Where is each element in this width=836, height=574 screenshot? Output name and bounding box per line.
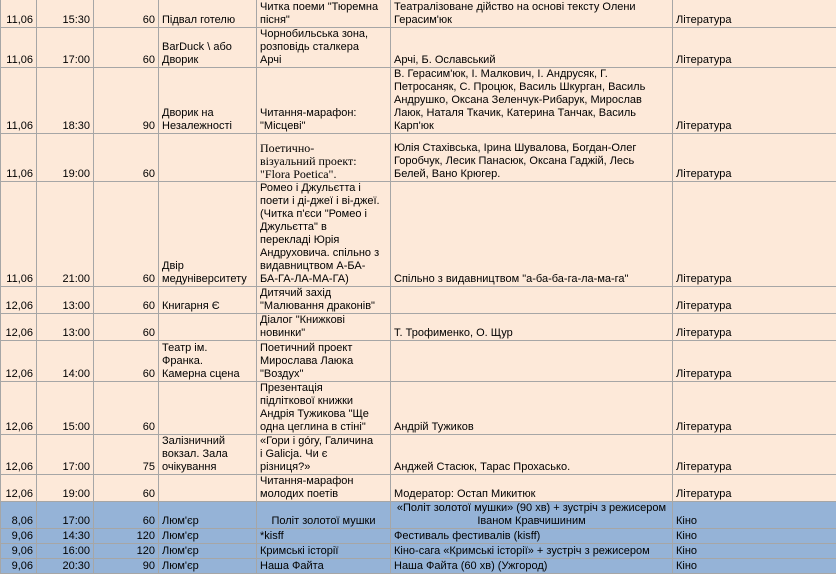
duration-cell[interactable]: 60 (94, 341, 159, 382)
time-cell[interactable]: 19:00 (37, 475, 94, 502)
category-cell[interactable]: Кіно (673, 544, 836, 559)
time-cell[interactable]: 13:00 (37, 314, 94, 341)
venue-cell[interactable] (159, 134, 257, 182)
category-cell[interactable]: Література (673, 182, 836, 287)
schedule-body (1, 0, 836, 574)
time-cell[interactable]: 21:00 (37, 182, 94, 287)
event-title-cell[interactable]: Ромео і Джульєтта і поети і ді-джеї і ві-джеї. (Читка п'єси "Ромео і Джульєтта" в перекладі Юрія Андруховича. спільно з видавництвом А-БА- БА-ГА-ЛА-МА-ГА) (257, 182, 391, 287)
date-cell[interactable]: 8,06 (1, 502, 37, 529)
table-row (1, 314, 836, 341)
event-title-cell[interactable]: Кримські історії (257, 544, 391, 559)
event-title-cell[interactable]: Дитячий захід "Малювання драконів" (257, 287, 391, 314)
venue-cell[interactable]: Люм'єр (159, 544, 257, 559)
date-cell[interactable]: 12,06 (1, 341, 37, 382)
participants-cell[interactable]: Модератор: Остап Микитюк (391, 475, 673, 502)
participants-cell[interactable]: Анджей Стасюк, Тарас Прохасько. (391, 435, 673, 475)
time-cell[interactable]: 17:00 (37, 435, 94, 475)
duration-cell[interactable]: 90 (94, 559, 159, 574)
participants-cell[interactable]: В. Герасим'юк, І. Малкович, І. Андрусяк, Г. Петросаняк, С. Процюк, Василь Шкурган, Василь Андрушко, Оксана Зеленчук-Рибарук, Мирослав Лаюк, Наталя Ткачик, Катерина Танчак, Василь Карп'юк (391, 68, 673, 134)
date-cell[interactable]: 9,06 (1, 559, 37, 574)
category-cell[interactable]: Література (673, 28, 836, 68)
event-title-cell[interactable]: Наша Файта (257, 559, 391, 574)
time-cell[interactable]: 19:00 (37, 134, 94, 182)
category-cell[interactable]: Література (673, 287, 836, 314)
table-row (1, 502, 836, 529)
participants-cell[interactable]: Арчі, Б. Ославський (391, 28, 673, 68)
duration-cell[interactable]: 75 (94, 435, 159, 475)
participants-cell[interactable]: Театралізоване дійство на основі тексту Олени Герасим'юк (391, 0, 673, 28)
time-cell[interactable]: 15:30 (37, 0, 94, 28)
time-cell[interactable]: 17:00 (37, 28, 94, 68)
table-row (1, 287, 836, 314)
time-cell[interactable]: 20:30 (37, 559, 94, 574)
event-title-cell[interactable]: «Гори і góry, Галичина і Galicja. Чи є різниця?» (257, 435, 391, 475)
participants-cell[interactable] (391, 341, 673, 382)
table-row (1, 182, 836, 287)
participants-cell[interactable]: Юлія Стахівська, Ірина Шувалова, Богдан-Олег Горобчук, Лесик Панасюк, Оксана Гаджій, Лесь Белей, Вано Крюгер. (391, 134, 673, 182)
table-row (1, 28, 836, 68)
time-cell[interactable]: 16:00 (37, 544, 94, 559)
participants-cell[interactable] (391, 287, 673, 314)
event-title-cell[interactable]: *kisff (257, 529, 391, 544)
venue-cell[interactable]: Театр ім. Франка. Камерна сцена (159, 341, 257, 382)
participants-cell[interactable]: Т. Трофименко, О. Щур (391, 314, 673, 341)
duration-cell[interactable]: 120 (94, 529, 159, 544)
event-title-cell[interactable]: Читання-марафон: "Місцеві" (257, 68, 391, 134)
venue-cell[interactable]: Люм'єр (159, 559, 257, 574)
venue-cell[interactable] (159, 314, 257, 341)
event-title-cell[interactable]: Читка поеми "Тюремна пісня" (257, 0, 391, 28)
table-row (1, 341, 836, 382)
category-cell[interactable]: Кіно (673, 559, 836, 574)
venue-cell[interactable] (159, 382, 257, 435)
date-cell[interactable]: 9,06 (1, 544, 37, 559)
venue-cell[interactable]: Люм'єр (159, 529, 257, 544)
category-cell[interactable]: Література (673, 134, 836, 182)
time-cell[interactable]: 13:00 (37, 287, 94, 314)
table-row (1, 134, 836, 182)
duration-cell[interactable]: 60 (94, 314, 159, 341)
duration-cell[interactable]: 60 (94, 502, 159, 529)
participants-cell[interactable]: Наша Файта (60 хв) (Ужгород) (391, 559, 673, 574)
table-row (1, 382, 836, 435)
category-cell[interactable]: Кіно (673, 502, 836, 529)
category-cell[interactable]: Література (673, 314, 836, 341)
participants-cell[interactable]: Фестиваль фестивалів (kisff) (391, 529, 673, 544)
venue-cell[interactable]: Дворик на Незалежності (159, 68, 257, 134)
time-cell[interactable]: 14:00 (37, 341, 94, 382)
date-cell[interactable]: 11,06 (1, 28, 37, 68)
category-cell[interactable]: Література (673, 382, 836, 435)
category-cell[interactable]: Література (673, 475, 836, 502)
table-row (1, 435, 836, 475)
table-row (1, 529, 836, 544)
event-title-cell[interactable]: Читання-марафон молодих поетів (257, 475, 391, 502)
duration-cell[interactable]: 60 (94, 182, 159, 287)
date-cell[interactable]: 12,06 (1, 382, 37, 435)
venue-cell[interactable]: Двір медуніверситету (159, 182, 257, 287)
date-cell[interactable]: 12,06 (1, 287, 37, 314)
venue-cell[interactable]: Залізничний вокзал. Зала очікування (159, 435, 257, 475)
venue-cell[interactable] (159, 475, 257, 502)
category-cell[interactable]: Література (673, 68, 836, 134)
table-row (1, 68, 836, 134)
date-cell[interactable]: 11,06 (1, 68, 37, 134)
event-title-cell[interactable]: Презентація підліткової книжки Андрія Тужикова "Ще одна цеглина в стіні" (257, 382, 391, 435)
participants-cell[interactable]: Спільно з видавництвом "а-ба-ба-га-ла-ма-га" (391, 182, 673, 287)
date-cell[interactable]: 12,06 (1, 314, 37, 341)
duration-cell[interactable]: 60 (94, 0, 159, 28)
date-cell[interactable]: 11,06 (1, 0, 37, 28)
participants-cell[interactable]: «Політ золотої мушки» (90 хв) + зустріч з режисером Іваном Кравчишиним (391, 502, 673, 529)
category-cell[interactable]: Література (673, 0, 836, 28)
date-cell[interactable]: 12,06 (1, 475, 37, 502)
time-cell[interactable]: 18:30 (37, 68, 94, 134)
table-row (1, 0, 836, 28)
date-cell[interactable]: 11,06 (1, 134, 37, 182)
duration-cell[interactable]: 120 (94, 544, 159, 559)
event-title-cell[interactable]: Діалог "Книжкові новинки" (257, 314, 391, 341)
category-cell[interactable]: Кіно (673, 529, 836, 544)
venue-cell[interactable]: Підвал готелю (159, 0, 257, 28)
event-title-cell[interactable]: Чорнобильська зона, розповідь сталкера Арчі (257, 28, 391, 68)
venue-cell[interactable]: Книгарня Є (159, 287, 257, 314)
duration-cell[interactable]: 60 (94, 475, 159, 502)
time-cell[interactable]: 17:00 (37, 502, 94, 529)
event-title-cell[interactable]: Політ золотої мушки (257, 502, 391, 529)
date-cell[interactable]: 11,06 (1, 182, 37, 287)
duration-cell[interactable]: 60 (94, 28, 159, 68)
duration-cell[interactable]: 60 (94, 382, 159, 435)
date-cell[interactable]: 12,06 (1, 435, 37, 475)
table-row (1, 559, 836, 574)
duration-cell[interactable]: 60 (94, 287, 159, 314)
category-cell[interactable]: Література (673, 435, 836, 475)
category-cell[interactable]: Література (673, 341, 836, 382)
duration-cell[interactable]: 60 (94, 134, 159, 182)
date-cell[interactable]: 9,06 (1, 529, 37, 544)
venue-cell[interactable]: Люм'єр (159, 502, 257, 529)
table-row (1, 544, 836, 559)
event-title-cell[interactable]: Поетичний проект Мирослава Лаюка "Воздух" (257, 341, 391, 382)
table-row (1, 475, 836, 502)
participants-cell[interactable]: Андрій Тужиков (391, 382, 673, 435)
duration-cell[interactable]: 90 (94, 68, 159, 134)
venue-cell[interactable]: BarDuck \ або Дворик (159, 28, 257, 68)
time-cell[interactable]: 15:00 (37, 382, 94, 435)
event-title-cell[interactable]: Поетично- візуальний проект: "Flora Poetica". (257, 134, 391, 182)
time-cell[interactable]: 14:30 (37, 529, 94, 544)
participants-cell[interactable]: Кіно-сага «Кримські історії» + зустріч з режисером (391, 544, 673, 559)
